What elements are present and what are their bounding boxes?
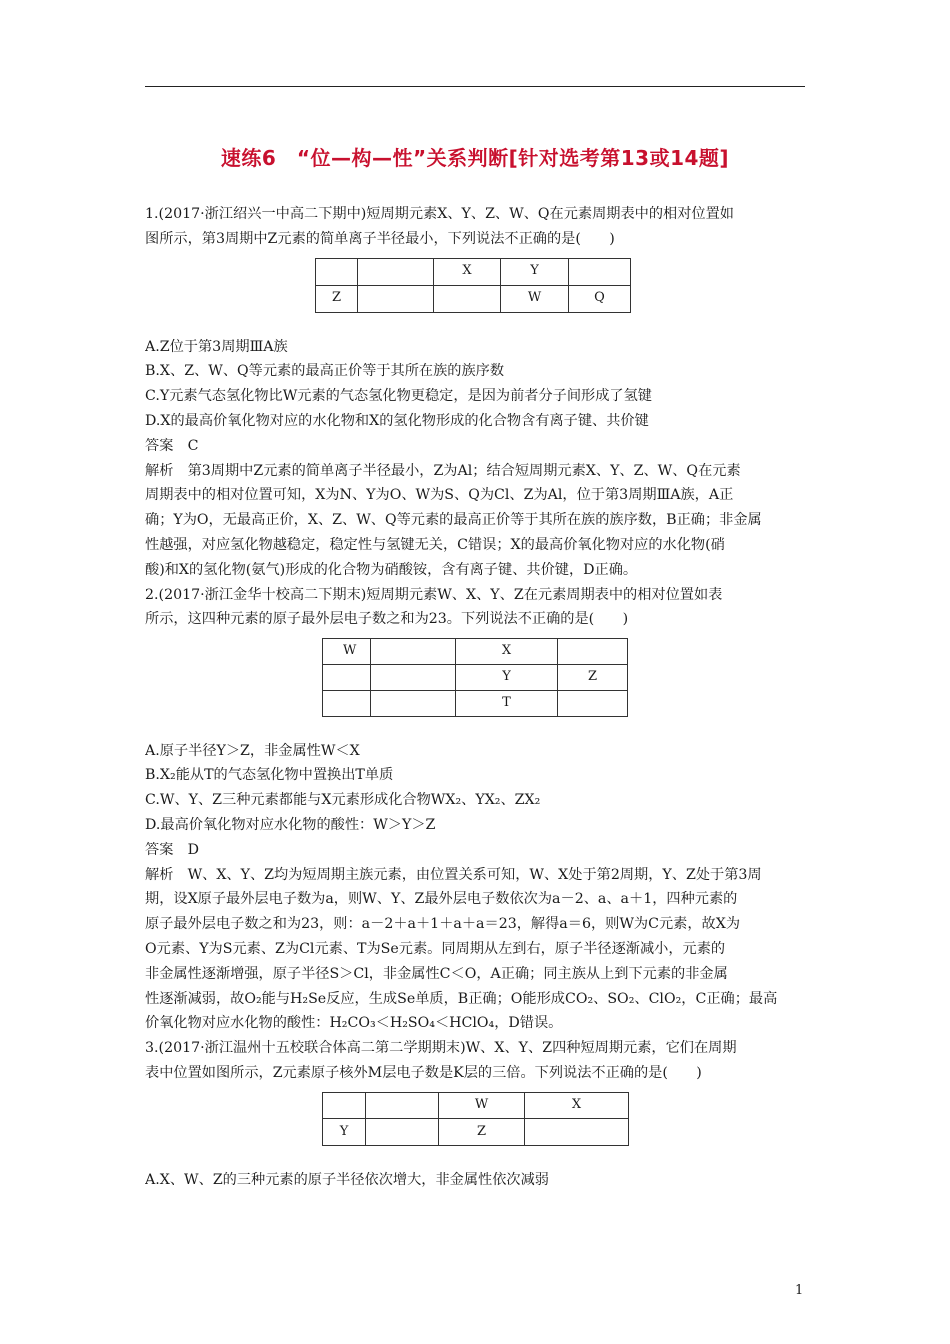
page-number: 1: [795, 1283, 804, 1298]
q3-cell: [366, 1119, 439, 1146]
q3-option-a: A.X、W、Z的三种元素的原子半径依次增大，非金属性依次减弱: [145, 1171, 549, 1188]
q2-analysis-line: 性逐渐减弱，故O₂能与H₂Se反应，生成Se单质，B正确；O能形成CO₂、SO₂、ClO₂，C正确；最高: [145, 990, 778, 1007]
q2-analysis-line: O元素、Y为S元素、Z为Cl元素、T为Se元素。同周期从左到右，原子半径逐渐减小，元素的: [145, 940, 726, 957]
q1-option-d: D.X的最高价氧化物对应的水化物和X的氢化物形成的化合物含有离子键、共价键: [145, 412, 649, 429]
q1-cell: [569, 258, 631, 285]
q2-analysis-line: 解析 W、X、Y、Z均为短周期主族元素，由位置关系可知，W、X处于第2周期，Y、Z处于第3周: [145, 866, 762, 883]
q1-stem-line-2: 图所示，第3周期中Z元素的简单离子半径最小，下列说法不正确的是( ): [145, 230, 615, 247]
q2-analysis-line: 原子最外层电子数之和为23，则：a－2＋a＋1＋a＋a＝23，解得a＝6，则W为C元素，故X为: [145, 916, 741, 933]
q1-cell: [358, 285, 434, 312]
page-title: 速练6 “位—构—性”关系判断[针对选考第13或14题]: [220, 146, 730, 170]
q3-cell: [323, 1092, 366, 1119]
q2-answer: 答案 D: [145, 841, 199, 858]
q1-table-row: [316, 258, 631, 285]
q2-cell: [371, 664, 456, 690]
q2-cell: T: [456, 690, 558, 716]
q1-cell: X: [434, 258, 501, 285]
q1-answer: 答案 C: [145, 437, 199, 454]
q1-analysis-line: 确；Y为O，无最高正价，X、Z、W、Q等元素的最高正价等于其所在族的族序数，B正确；非金属: [145, 512, 762, 529]
q2-option-b: B.X₂能从T的气态氢化物中置换出T单质: [145, 767, 394, 784]
q1-table-row: [316, 285, 631, 312]
q2-analysis-line: 价氧化物对应水化物的酸性：H₂CO₃＜H₂SO₄＜HClO₄，D错误。: [145, 1015, 563, 1032]
q1-option-c: C.Y元素气态氢化物比W元素的气态氢化物更稳定，是因为前者分子间形成了氢键: [145, 388, 652, 405]
q2-cell: [558, 690, 628, 716]
q3-table-row: [323, 1119, 629, 1146]
q1-cell: [358, 258, 434, 285]
q3-stem-line-2: 表中位置如图所示，Z元素原子核外M层电子数是K层的三倍。下列说法不正确的是( ): [145, 1064, 702, 1081]
q2-stem-line-2: 所示，这四种元素的原子最外层电子数之和为23。下列说法不正确的是( ): [145, 611, 629, 628]
q1-analysis-line: 酸)和X的氢化物(氨气)形成的化合物为硝酸铵，含有离子键、共价键，D正确。: [145, 561, 638, 578]
q2-table-row: [323, 690, 628, 716]
q2-cell: W: [323, 639, 371, 665]
q1-stem-line-1: 1.(2017·浙江绍兴一中高二下期中)短周期元素X、Y、Z、W、Q在元素周期表中的相对位置如: [145, 206, 734, 222]
question-1: [145, 202, 807, 583]
q2-table-row: [323, 639, 628, 665]
q2-cell: Z: [558, 664, 628, 690]
q2-analysis-line: 非金属性逐渐增强，原子半径S＞Cl，非金属性C＜O，A正确；同主族从上到下元素的非金属: [145, 965, 728, 982]
q2-cell: X: [456, 639, 558, 665]
q1-option-b: B.X、Z、W、Q等元素的最高正价等于其所在族的族序数: [145, 363, 505, 380]
question-3: [145, 1036, 807, 1192]
q1-cell: Q: [569, 285, 631, 312]
q1-cell: [316, 258, 358, 285]
q2-table-row: [323, 664, 628, 690]
q1-cell: W: [501, 285, 569, 312]
q2-cell: [323, 664, 371, 690]
q3-cell: [525, 1119, 629, 1146]
q3-periodic-table: [322, 1092, 629, 1146]
document-body: [145, 202, 807, 1193]
q2-analysis-line: 期，设X原子最外层电子数为a，则W、Y、Z最外层电子数依次为a－2、a、a＋1，四种元素的: [145, 891, 738, 908]
q2-stem-line-1: 2.(2017·浙江金华十校高二下期末)短周期元素W、X、Y、Z在元素周期表中的相对位置如表: [145, 586, 723, 603]
q1-cell: [434, 285, 501, 312]
q1-cell: Y: [501, 258, 569, 285]
q2-option-d: D.最高价氧化物对应水化物的酸性：W＞Y＞Z: [145, 816, 436, 833]
question-2: [145, 583, 807, 1037]
q1-option-a: A.Z位于第3周期ⅢA族: [145, 338, 288, 355]
q2-cell: [371, 639, 456, 665]
q2-periodic-table: [322, 638, 628, 716]
q1-analysis-line: 解析 第3周期中Z元素的简单离子半径最小，Z为Al；结合短周期元素X、Y、Z、W、Q在元素: [145, 462, 741, 479]
q1-analysis-line: 性越强，对应氢化物越稳定，稳定性与氢键无关，C错误；X的最高价氧化物对应的水化物(硝: [145, 536, 725, 553]
q3-cell: W: [439, 1092, 525, 1119]
q2-option-a: A.原子半径Y＞Z，非金属性W＜X: [145, 742, 360, 759]
q2-cell: [558, 639, 628, 665]
q1-periodic-table: [315, 258, 631, 313]
q1-analysis-line: 周期表中的相对位置可知，X为N、Y为O、W为S、Q为Cl、Z为Al，位于第3周期ⅢA族，A正: [145, 487, 734, 504]
q2-cell: [323, 690, 371, 716]
q3-cell: Z: [439, 1119, 525, 1146]
q3-stem-line-1: 3.(2017·浙江温州十五校联合体高二第二学期期末)W、X、Y、Z四种短周期元素，它们在周期: [145, 1040, 737, 1057]
q3-table-row: [323, 1092, 629, 1119]
q3-cell: [366, 1092, 439, 1119]
q3-cell: Y: [323, 1119, 366, 1146]
q2-cell: Y: [456, 664, 558, 690]
q2-cell: [371, 690, 456, 716]
q1-cell: Z: [316, 285, 358, 312]
q2-option-c: C.W、Y、Z三种元素都能与X元素形成化合物WX₂、YX₂、ZX₂: [145, 792, 541, 809]
q3-cell: X: [525, 1092, 629, 1119]
header-rule: [145, 86, 805, 87]
